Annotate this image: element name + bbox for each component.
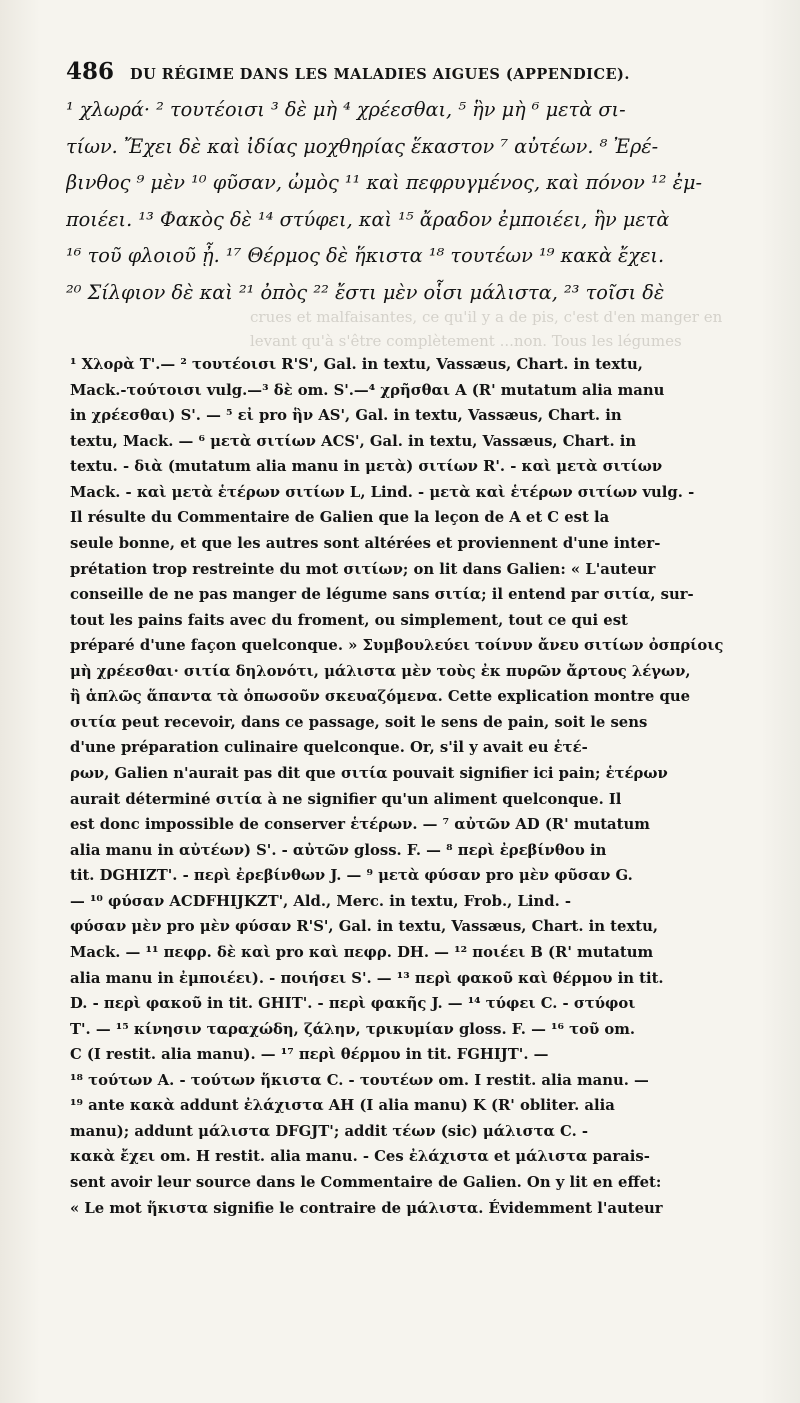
footnote-line: tout les pains faits avec du froment, ou simplement, tout ce qui est bbox=[70, 611, 628, 629]
footnotes bbox=[70, 352, 750, 1221]
footnote-line: C (I restit. alia manu). — ¹⁷ περὶ θέρμου in tit. FGHIJT'. — bbox=[70, 1046, 549, 1064]
footnote-line: Il résulte du Commentaire de Galien que la leçon de A et C est la bbox=[70, 509, 610, 527]
show-through-text bbox=[250, 305, 730, 353]
greek-line: ¹ χλωρά· ² τουτέοισι ³ δὲ μὴ ⁴ χρέεσθαι, ⁵ ἣν μὴ ⁶ μετὰ σι- bbox=[66, 98, 626, 121]
footnote-line: Mack. — ¹¹ πεφρ. δὲ καὶ pro καὶ πεφρ. DH. — ¹² ποιέει B (R' mutatum bbox=[70, 943, 654, 961]
greek-main-text bbox=[66, 92, 746, 312]
footnote-line: ¹ Χλορὰ T'.— ² τουτέοισι R'S', Gal. in textu, Vassæus, Chart. in textu, bbox=[70, 356, 643, 373]
greek-line: βινθος ⁹ μὲν ¹⁰ φῦσαν, ὠμὸς ¹¹ καὶ πεφρυγμένος, καὶ πόνον ¹² ἐμ- bbox=[66, 171, 703, 195]
show-through-line: crues et malfaisantes, ce qu'il y a de pis, c'est d'en manger en bbox=[250, 308, 723, 326]
footnote-line: μὴ χρέεσθαι· σιτία δηλονότι, μάλιστα μὲν τοὺς ἐκ πυρῶν ἄρτους λέγων, bbox=[70, 662, 691, 680]
page-header bbox=[66, 58, 746, 85]
footnote-line: T'. — ¹⁵ κίνησιν ταραχώδη, ζάλην, τρικυμίαν gloss. F. — ¹⁶ τοῦ om. bbox=[70, 1020, 636, 1038]
footnote-line: aurait déterminé σιτία à ne signifier qu'un aliment quelconque. Il bbox=[70, 790, 622, 808]
footnote-line: Mack.-τούτοισι vulg.—³ δὲ om. S'.—⁴ χρῆσθαι A (R' mutatum alia manu bbox=[70, 381, 665, 399]
footnote-line: textu. - διὰ (mutatum alia manu in μετὰ) σιτίων R'. - καὶ μετὰ σιτίων bbox=[70, 458, 663, 476]
running-title: DU RÉGIME DANS LES MALADIES AIGUES (APPENDICE). bbox=[130, 66, 630, 83]
show-through-line: levant qu'à s'être complètement ...non. Tous les légumes bbox=[250, 332, 682, 350]
footnote-line: alia manu in αὐτέων) S'. - αὐτῶν gloss. F. — ⁸ περὶ ἐρεβίνθου in bbox=[70, 841, 607, 859]
greek-line: ²⁰ Σίλφιον δὲ καὶ ²¹ ὀπὸς ²² ἔστι μὲν οἷσι μάλιστα, ²³ τοῖσι δὲ bbox=[66, 280, 665, 304]
footnote-line: in χρέεσθαι) S'. — ⁵ εἰ pro ἣν AS', Gal. in textu, Vassæus, Chart. in bbox=[70, 407, 622, 425]
footnote-line: Mack. - καὶ μετὰ ἑτέρων σιτίων L, Lind. - μετὰ καὶ ἑτέρων σιτίων vulg. - bbox=[70, 483, 695, 501]
footnote-line: est donc impossible de conserver ἑτέρων. — ⁷ αὐτῶν AD (R' mutatum bbox=[70, 816, 650, 834]
footnote-line: conseille de ne pas manger de légume sans σιτία; il entend par σιτία, sur- bbox=[70, 586, 694, 604]
footnote-line: seule bonne, et que les autres sont altérées et proviennent d'une inter- bbox=[70, 534, 661, 552]
greek-line: ποιέει. ¹³ Φακὸς δὲ ¹⁴ στύφει, καὶ ¹⁵ ἄραδον ἐμποιέει, ἣν μετὰ bbox=[66, 207, 670, 231]
footnote-line: d'une préparation culinaire quelconque. Or, s'il y avait eu ἑτέ- bbox=[70, 739, 588, 757]
footnote-line: « Le mot ἥκιστα signifie le contraire de μάλιστα. Évidemment l'auteur bbox=[70, 1199, 663, 1217]
footnote-line: — ¹⁰ φύσαν ACDFHIJKZT', Ald., Merc. in textu, Frob., Lind. - bbox=[70, 892, 572, 910]
footnote-line: textu, Mack. — ⁶ μετὰ σιτίων ACS', Gal. in textu, Vassæus, Chart. in bbox=[70, 432, 637, 450]
footnote-line: ρων, Galien n'aurait pas dit que σιτία pouvait signifier ici pain; ἑτέρων bbox=[70, 765, 668, 782]
footnote-line: tit. DGHIZT'. - περὶ ἐρεβίνθων J. — ⁹ μετὰ φύσαν pro μὲν φῦσαν G. bbox=[70, 867, 633, 885]
footnote-line: σιτία peut recevoir, dans ce passage, soit le sens de pain, soit le sens bbox=[70, 713, 648, 731]
footnote-line: préparé d'une façon quelconque. » Συμβουλεύει τοίνυν ἄνευ σιτίων ὀσπρίοις bbox=[70, 637, 724, 655]
footnote-line: D. - περὶ φακοῦ in tit. GHIT'. - περὶ φακῆς J. — ¹⁴ τύφει C. - στύφοι bbox=[70, 995, 636, 1013]
footnote-line: prétation trop restreinte du mot σιτίων; on lit dans Galien: « L'auteur bbox=[70, 560, 656, 578]
footnote-line: alia manu in ἐμποιέει). - ποιήσει S'. — ¹³ περὶ φακοῦ καὶ θέρμου in tit. bbox=[70, 969, 664, 987]
greek-line: ¹⁶ τοῦ φλοιοῦ ᾖ. ¹⁷ Θέρμος δὲ ἥκιστα ¹⁸ τουτέων ¹⁹ κακὰ ἔχει. bbox=[66, 244, 665, 268]
footnote-line: sent avoir leur source dans le Commentaire de Galien. On y lit en effet: bbox=[70, 1174, 662, 1191]
footnote-line: ἢ ἁπλῶς ἅπαντα τὰ ὁπωσοῦν σκευαζόμενα. Cette explication montre que bbox=[70, 688, 691, 706]
footnote-line: manu); addunt μάλιστα DFGJT'; addit τέων (sic) μάλιστα C. - bbox=[70, 1122, 589, 1140]
footnote-line: ¹⁸ τούτων A. - τούτων ἥκιστα C. - τουτέων om. I restit. alia manu. — bbox=[70, 1071, 649, 1089]
footnote-line: κακὰ ἔχει om. H restit. alia manu. - Ces ἐλάχιστα et μάλιστα parais- bbox=[70, 1148, 650, 1166]
greek-line: τίων. Ἔχει δὲ καὶ ἰδίας μοχθηρίας ἕκαστον ⁷ αὐτέων. ⁸ Ἐρέ- bbox=[66, 134, 659, 158]
page-number: 486 bbox=[66, 58, 115, 85]
footnote-line: ¹⁹ ante κακὰ addunt ἐλάχιστα AH (I alia manu) K (R' obliter. alia bbox=[70, 1097, 615, 1115]
footnote-line: φύσαν μὲν pro μὲν φύσαν R'S', Gal. in textu, Vassæus, Chart. in textu, bbox=[70, 918, 658, 936]
